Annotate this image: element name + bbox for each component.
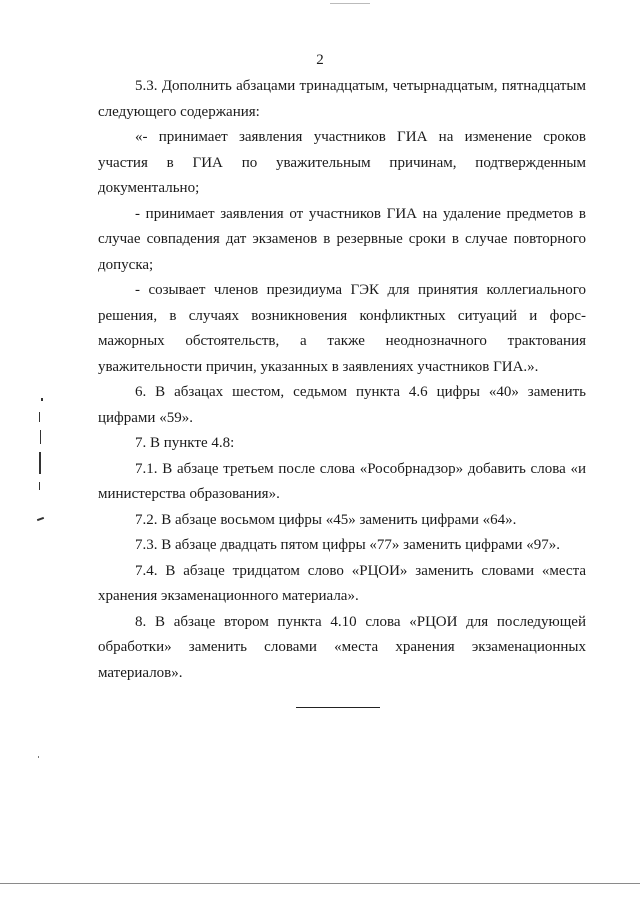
scan-artifact-mark — [39, 412, 40, 422]
paragraph-7-2: 7.2. В абзаце восьмом цифры «45» заменить цифрами «64». — [135, 511, 517, 528]
scan-artifact-mark — [39, 482, 40, 490]
scan-artifact-mark — [39, 452, 41, 474]
scan-artifact-dash — [37, 517, 44, 521]
paragraph-7: 7. В пункте 4.8: — [135, 435, 235, 451]
paragraph-5-3-item-2: - принимает заявления от участников ГИА на удаление предметов в случае совпадения дат экзаменов в резервные сроки в случае повторного допуска; — [98, 205, 586, 273]
paragraph-5-3-item-1: «- принимает заявления участников ГИА на изменение сроков участия в ГИА по уважительным причинам, подтвержденным документально; — [98, 129, 586, 196]
paragraph-8: 8. В абзаце втором пункта 4.10 слова «РЦОИ для последующей обработки» заменить словами «места хранения экзаменационных материалов». — [98, 613, 586, 681]
document-body — [98, 74, 586, 686]
paragraph-6: 6. В абзацах шестом, седьмом пункта 4.6 цифры «40» заменить цифрами «59». — [98, 384, 586, 426]
page-number: 2 — [316, 52, 324, 68]
scan-artifact-dot — [41, 398, 43, 401]
paragraph-7-4: 7.4. В абзаце тридцатом слово «РЦОИ» заменить словами «места хранения экзаменационного материала». — [98, 562, 586, 604]
paragraph-5-3: 5.3. Дополнить абзацами тринадцатым, четырнадцатым, пятнадцатым следующего содержания: — [98, 78, 586, 120]
end-separator-line — [296, 707, 380, 708]
scan-artifact-dot — [38, 756, 39, 758]
paragraph-5-3-item-3: - созывает членов президиума ГЭК для принятия коллегиального решения, в случаях возникновения конфликтных ситуаций и форс-мажорных обстоятельств, а также неоднозначного трактования уважительности причин, указанных в заявлениях участников ГИА.». — [98, 282, 586, 375]
scan-bottom-edge — [0, 883, 640, 884]
paragraph-7-1: 7.1. В абзаце третьем после слова «Рособрнадзор» добавить слова «и министерства образования». — [98, 460, 586, 502]
paragraph-7-3: 7.3. В абзаце двадцать пятом цифры «77» заменить цифрами «97». — [135, 537, 561, 553]
scan-artifact-dot — [330, 3, 370, 4]
scan-artifact-mark — [40, 430, 41, 444]
